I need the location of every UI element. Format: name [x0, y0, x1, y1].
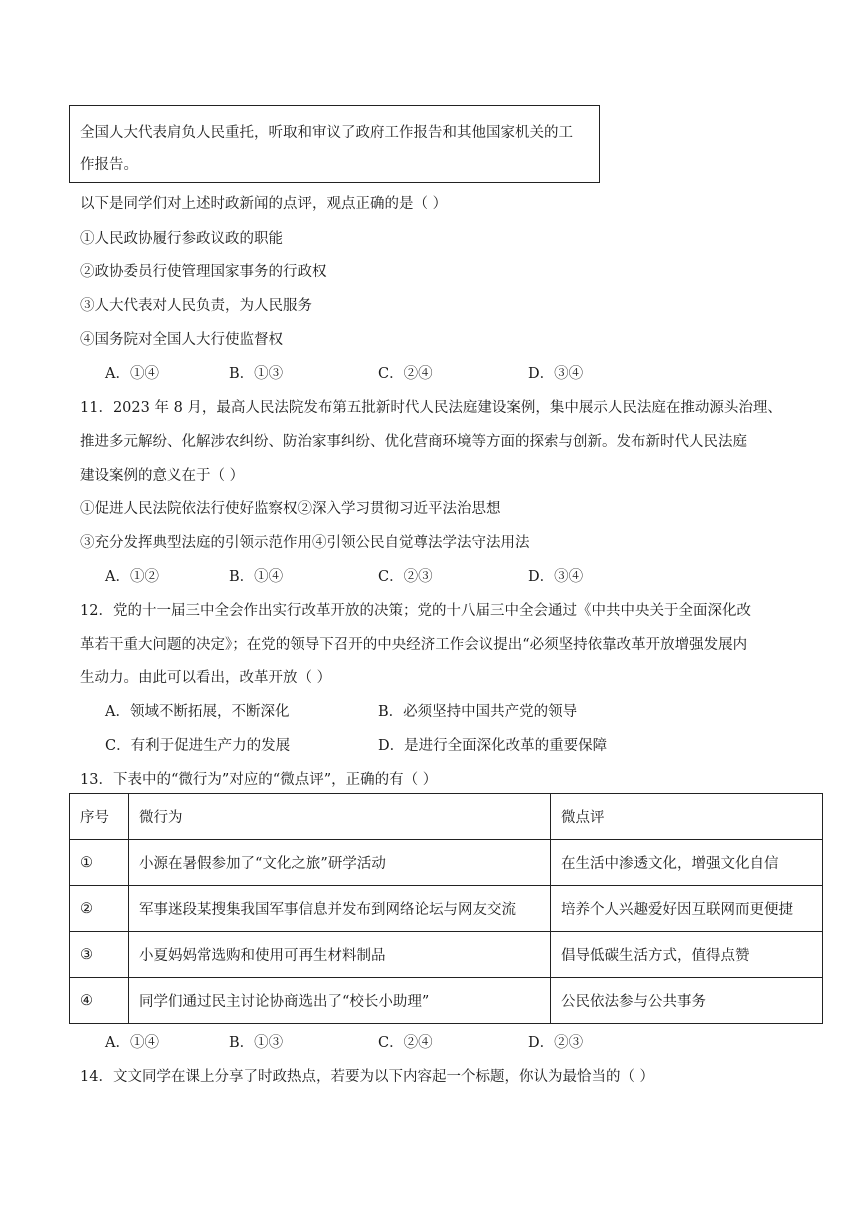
table-row [70, 840, 823, 886]
q11-line-3: 建设案例的意义在于（ ） [80, 468, 245, 484]
header-comment: 微点评 [551, 794, 823, 840]
q13-option-c[interactable]: C．②④ [378, 1035, 433, 1051]
q10-item-3: ③人大代表对人民负责，为人民服务 [80, 298, 312, 314]
row-comment: 倡导低碳生活方式，值得点赞 [551, 932, 823, 978]
q12-option-c[interactable]: C．有利于促进生产力的发展 [105, 738, 291, 754]
header-behavior: 微行为 [129, 794, 551, 840]
news-quote-line-2: 作报告。 [80, 157, 138, 173]
q11-item-2: ③充分发挥典型法庭的引领示范作用④引领公民自觉尊法学法守法用法 [80, 535, 530, 551]
q12-line-1: 12．党的十一届三中全会作出实行改革开放的决策；党的十八届三中全会通过《中共中央关于全面深化改 [80, 603, 751, 619]
q11-option-d[interactable]: D．③④ [528, 569, 584, 585]
row-behavior: 小源在暑假参加了“文化之旅”研学活动 [129, 840, 551, 886]
row-index: ② [70, 886, 129, 932]
q13-option-a[interactable]: A．①④ [105, 1035, 159, 1051]
row-index: ④ [70, 978, 129, 1024]
q14-stem: 14．文文同学在课上分享了时政热点，若要为以下内容起一个标题，你认为最恰当的（ ） [80, 1069, 655, 1085]
row-comment: 在生活中渗透文化，增强文化自信 [551, 840, 823, 886]
q12-option-d[interactable]: D．是进行全面深化改革的重要保障 [378, 738, 608, 754]
row-behavior: 小夏妈妈常选购和使用可再生材料制品 [129, 932, 551, 978]
q11-option-b[interactable]: B．①④ [229, 569, 284, 585]
q12-line-3: 生动力。由此可以看出，改革开放（ ） [80, 670, 332, 686]
q10-option-d[interactable]: D．③④ [528, 366, 584, 382]
q13-option-b[interactable]: B．①③ [229, 1035, 284, 1051]
row-comment: 公民依法参与公共事务 [551, 978, 823, 1024]
table-row [70, 886, 823, 932]
q10-option-b[interactable]: B．①③ [229, 366, 284, 382]
row-index: ③ [70, 932, 129, 978]
table-row [70, 932, 823, 978]
q10-stem: 以下是同学们对上述时政新闻的点评，观点正确的是（ ） [80, 196, 448, 212]
row-behavior: 同学们通过民主讨论协商选出了“校长小助理” [129, 978, 551, 1024]
q13-stem: 13．下表中的“微行为”对应的“微点评”，正确的有（ ） [80, 772, 438, 788]
q10-item-4: ④国务院对全国人大行使监督权 [80, 332, 283, 348]
row-comment: 培养个人兴趣爱好因互联网而更便捷 [551, 886, 823, 932]
micro-behavior-table [69, 793, 823, 1024]
q11-line-1: 11．2023 年 8 月，最高人民法院发布第五批新时代人民法庭建设案例，集中展示人民法庭在推动源头治理、 [80, 400, 782, 416]
q11-option-c[interactable]: C．②③ [378, 569, 433, 585]
q10-item-1: ①人民政协履行参政议政的职能 [80, 231, 283, 247]
q11-item-1: ①促进人民法院依法行使好监察权②深入学习贯彻习近平法治思想 [80, 501, 501, 517]
row-behavior: 军事迷段某搜集我国军事信息并发布到网络论坛与网友交流 [129, 886, 551, 932]
news-quote-line-1: 全国人大代表肩负人民重托，听取和审议了政府工作报告和其他国家机关的工 [80, 125, 573, 141]
row-index: ① [70, 840, 129, 886]
table-header-row [70, 794, 823, 840]
q10-item-2: ②政协委员行使管理国家事务的行政权 [80, 264, 327, 280]
q10-option-c[interactable]: C．②④ [378, 366, 433, 382]
q10-option-a[interactable]: A．①④ [105, 366, 159, 382]
table-row [70, 978, 823, 1024]
q12-option-a[interactable]: A．领域不断拓展，不断深化 [105, 704, 290, 720]
q11-option-a[interactable]: A．①② [105, 569, 159, 585]
q13-option-d[interactable]: D．②③ [528, 1035, 584, 1051]
header-index: 序号 [70, 794, 129, 840]
q12-option-b[interactable]: B．必须坚持中国共产党的领导 [378, 704, 578, 720]
q11-line-2: 推进多元解纷、化解涉农纠纷、防治家事纠纷、优化营商环境等方面的探索与创新。发布新时代人民法庭 [80, 434, 747, 450]
q12-line-2: 革若干重大问题的决定》；在党的领导下召开的中央经济工作会议提出“必须坚持依靠改革开放增强发展内 [80, 637, 748, 653]
news-quote-box [69, 105, 600, 183]
